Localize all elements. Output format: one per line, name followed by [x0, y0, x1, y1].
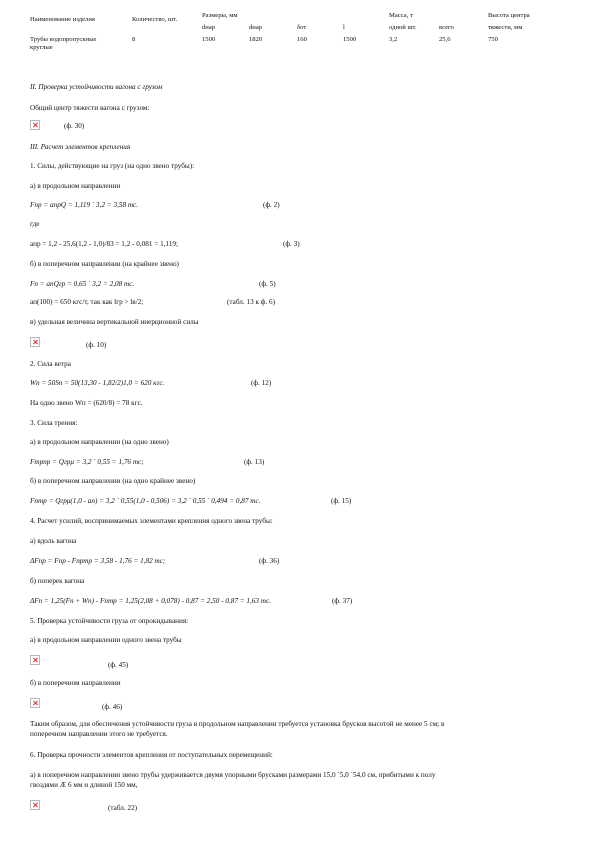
- broken-image-icon: [30, 120, 40, 130]
- heading-friction: 3. Сила трения:: [30, 419, 78, 427]
- ref-f36: (ф. 36): [259, 557, 280, 565]
- row-name-1: Трубы водопропускные: [30, 35, 97, 43]
- sub-a-strength-1: а) в поперечном направлении звено трубы удерживается двумя упорными брусками размерами 15,0 ´5,0 ´54,0 см, прибитыми к полу: [30, 771, 436, 779]
- header-all: всего: [439, 23, 454, 31]
- ref-f5: (ф. 5): [259, 280, 276, 288]
- sub-b-across: б) поперек вагона: [30, 577, 85, 585]
- header-mass: Масса, т: [389, 12, 413, 19]
- ref-f13: (ф. 13): [244, 458, 265, 466]
- broken-image-icon: [30, 337, 40, 347]
- row-dnar: 1500: [202, 35, 216, 43]
- cargo-spec-table: [30, 12, 530, 52]
- sub-a-along: а) вдоль вагона: [30, 537, 77, 545]
- ref-f10: (ф. 10): [86, 341, 107, 349]
- row-mass-all: 25,6: [439, 35, 451, 43]
- text-where: где: [30, 220, 40, 228]
- ref-f15: (ф. 15): [331, 497, 352, 505]
- equation-ftrpr: Fтрпр = Qгрμ = 3,2 ´ 0,55 = 1,76 тс;: [30, 458, 144, 466]
- ref-f45: (ф. 45): [108, 661, 129, 669]
- header-count: Количество, шт.: [132, 16, 178, 23]
- sub-a-overturn: а) в продольном направлении одного звена трубы: [30, 636, 182, 644]
- ref-f12: (ф. 12): [251, 379, 272, 387]
- equation-dfp: ΔFп = 1,25(Fп + Wп) - Fптр = 1,25(2,08 + 0,078) - 0,87 = 2,50 - 0,87 = 1,63 тс.: [30, 597, 271, 605]
- header-l: l: [343, 23, 345, 31]
- broken-image-icon: [30, 698, 40, 708]
- ref-f46: (ф. 46): [102, 703, 123, 711]
- header-bot: δот: [297, 23, 307, 31]
- section-heading-2: II. Проверка устойчивости вагона с грузом: [30, 83, 163, 91]
- sub-b-friction: б) в поперечном направлении (на одно крайнее звено): [30, 477, 196, 485]
- header-sizes: [202, 12, 389, 24]
- row-count: 8: [132, 35, 136, 43]
- header-dnar: dнар: [202, 23, 216, 31]
- header-dnar2: dнар: [249, 23, 263, 31]
- ref-f3: (ф. 3): [283, 240, 300, 248]
- equation-dfpr: ΔFпр = Fпр - Fпртр = 3,58 - 1,76 = 1,82 тс;: [30, 557, 166, 565]
- heading-wind: 2. Сила ветра: [30, 360, 71, 368]
- sub-b-transverse: б) в поперечном направлении (на крайнее звено): [30, 260, 179, 268]
- row-bot: 160: [297, 35, 307, 43]
- sub-v-vertical: в) удельная величина вертикальной инерционной силы: [30, 318, 199, 326]
- row-dnar2: 1820: [249, 35, 263, 43]
- section-heading-3: III. Расчет элементов крепления: [30, 143, 131, 151]
- broken-image-icon: [30, 800, 40, 810]
- header-sizes-label: Размеры, мм: [202, 12, 238, 19]
- heading-overturn: 5. Проверка устойчивости груза от опрокидывания:: [30, 617, 189, 625]
- sub-a-longitudinal: а) в продольном направлении: [30, 182, 121, 190]
- broken-image-icon: [30, 655, 40, 665]
- equation-apr: апр = 1,2 - 25,6(1,2 - 1,0)/83 = 1,2 - 0,081 = 1,119;: [30, 240, 178, 248]
- sub-a-friction: а) в продольном направлении (на одно звено): [30, 438, 169, 446]
- row-cg: 750: [488, 35, 498, 43]
- heading-strength: 6. Проверка прочности элементов крепления от поступательных перемещений:: [30, 751, 273, 759]
- conclusion-line-1: Таким образом, для обеспечения устойчивости груза в продольном направлении требуется установка брусков высотой не менее 5 см; в: [30, 720, 445, 728]
- ref-f2: (ф. 2): [263, 201, 280, 209]
- sub-a-strength-2: гвоздями Æ 6 мм и длиной 150 мм,: [30, 781, 138, 789]
- row-mass-one: 3,2: [389, 35, 398, 43]
- header-cg-1: Высота центра: [488, 12, 530, 19]
- equation-ap100: ап(100) = 650 кгс/т, так как lгр > lв/2;: [30, 298, 144, 306]
- equation-fp: Fп = апQгр = 0,65 ´ 3,2 = 2,08 тс.: [30, 280, 135, 288]
- table-header-row-2: [30, 24, 530, 32]
- header-name: Наименование изделия: [30, 16, 95, 23]
- equation-wind: Wп = 50Sп = 50(13,30 - 1,82/2)1,0 = 620 кгс.: [30, 379, 165, 387]
- heading-forces: 1. Силы, действующие на груз (на одно звено трубы):: [30, 162, 195, 170]
- row-l: 1500: [343, 35, 357, 43]
- conclusion-line-2: поперечном направлении этого не требуется.: [30, 730, 168, 738]
- table-header-row-1: [30, 12, 530, 24]
- ref-table22: (табл. 22): [108, 804, 138, 812]
- paragraph-cg: Общий центр тяжести вагона с грузом:: [30, 104, 150, 112]
- equation-fpr: Fпр = апрQ = 1,119 ´ 3,2 = 3,58 тс.: [30, 201, 139, 209]
- header-cg-2: тяжести, мм: [488, 23, 523, 31]
- ref-table13: (табл. 13 к ф. 6): [227, 298, 275, 306]
- equation-wind-one: На одно звено Wп = (620/8) = 78 кгс.: [30, 399, 143, 407]
- row-name-2: круглые: [30, 43, 53, 51]
- header-one: одной шт.: [389, 23, 417, 31]
- table-row: [30, 32, 530, 52]
- sub-b-overturn: б) в поперечном направлении: [30, 679, 121, 687]
- ref-f37: (ф. 37): [332, 597, 353, 605]
- heading-efforts: 4. Расчет усилий, воспринимаемых элементами крепления одного звена трубы:: [30, 517, 273, 525]
- equation-fptr: Fптр = Qгрμ(1,0 - ап) = 3,2 ´ 0,55(1,0 - 0,506) = 3,2 ´ 0,55 ´ 0,494 = 0,87 тс.: [30, 497, 261, 505]
- ref-f30: (ф. 30): [64, 122, 85, 130]
